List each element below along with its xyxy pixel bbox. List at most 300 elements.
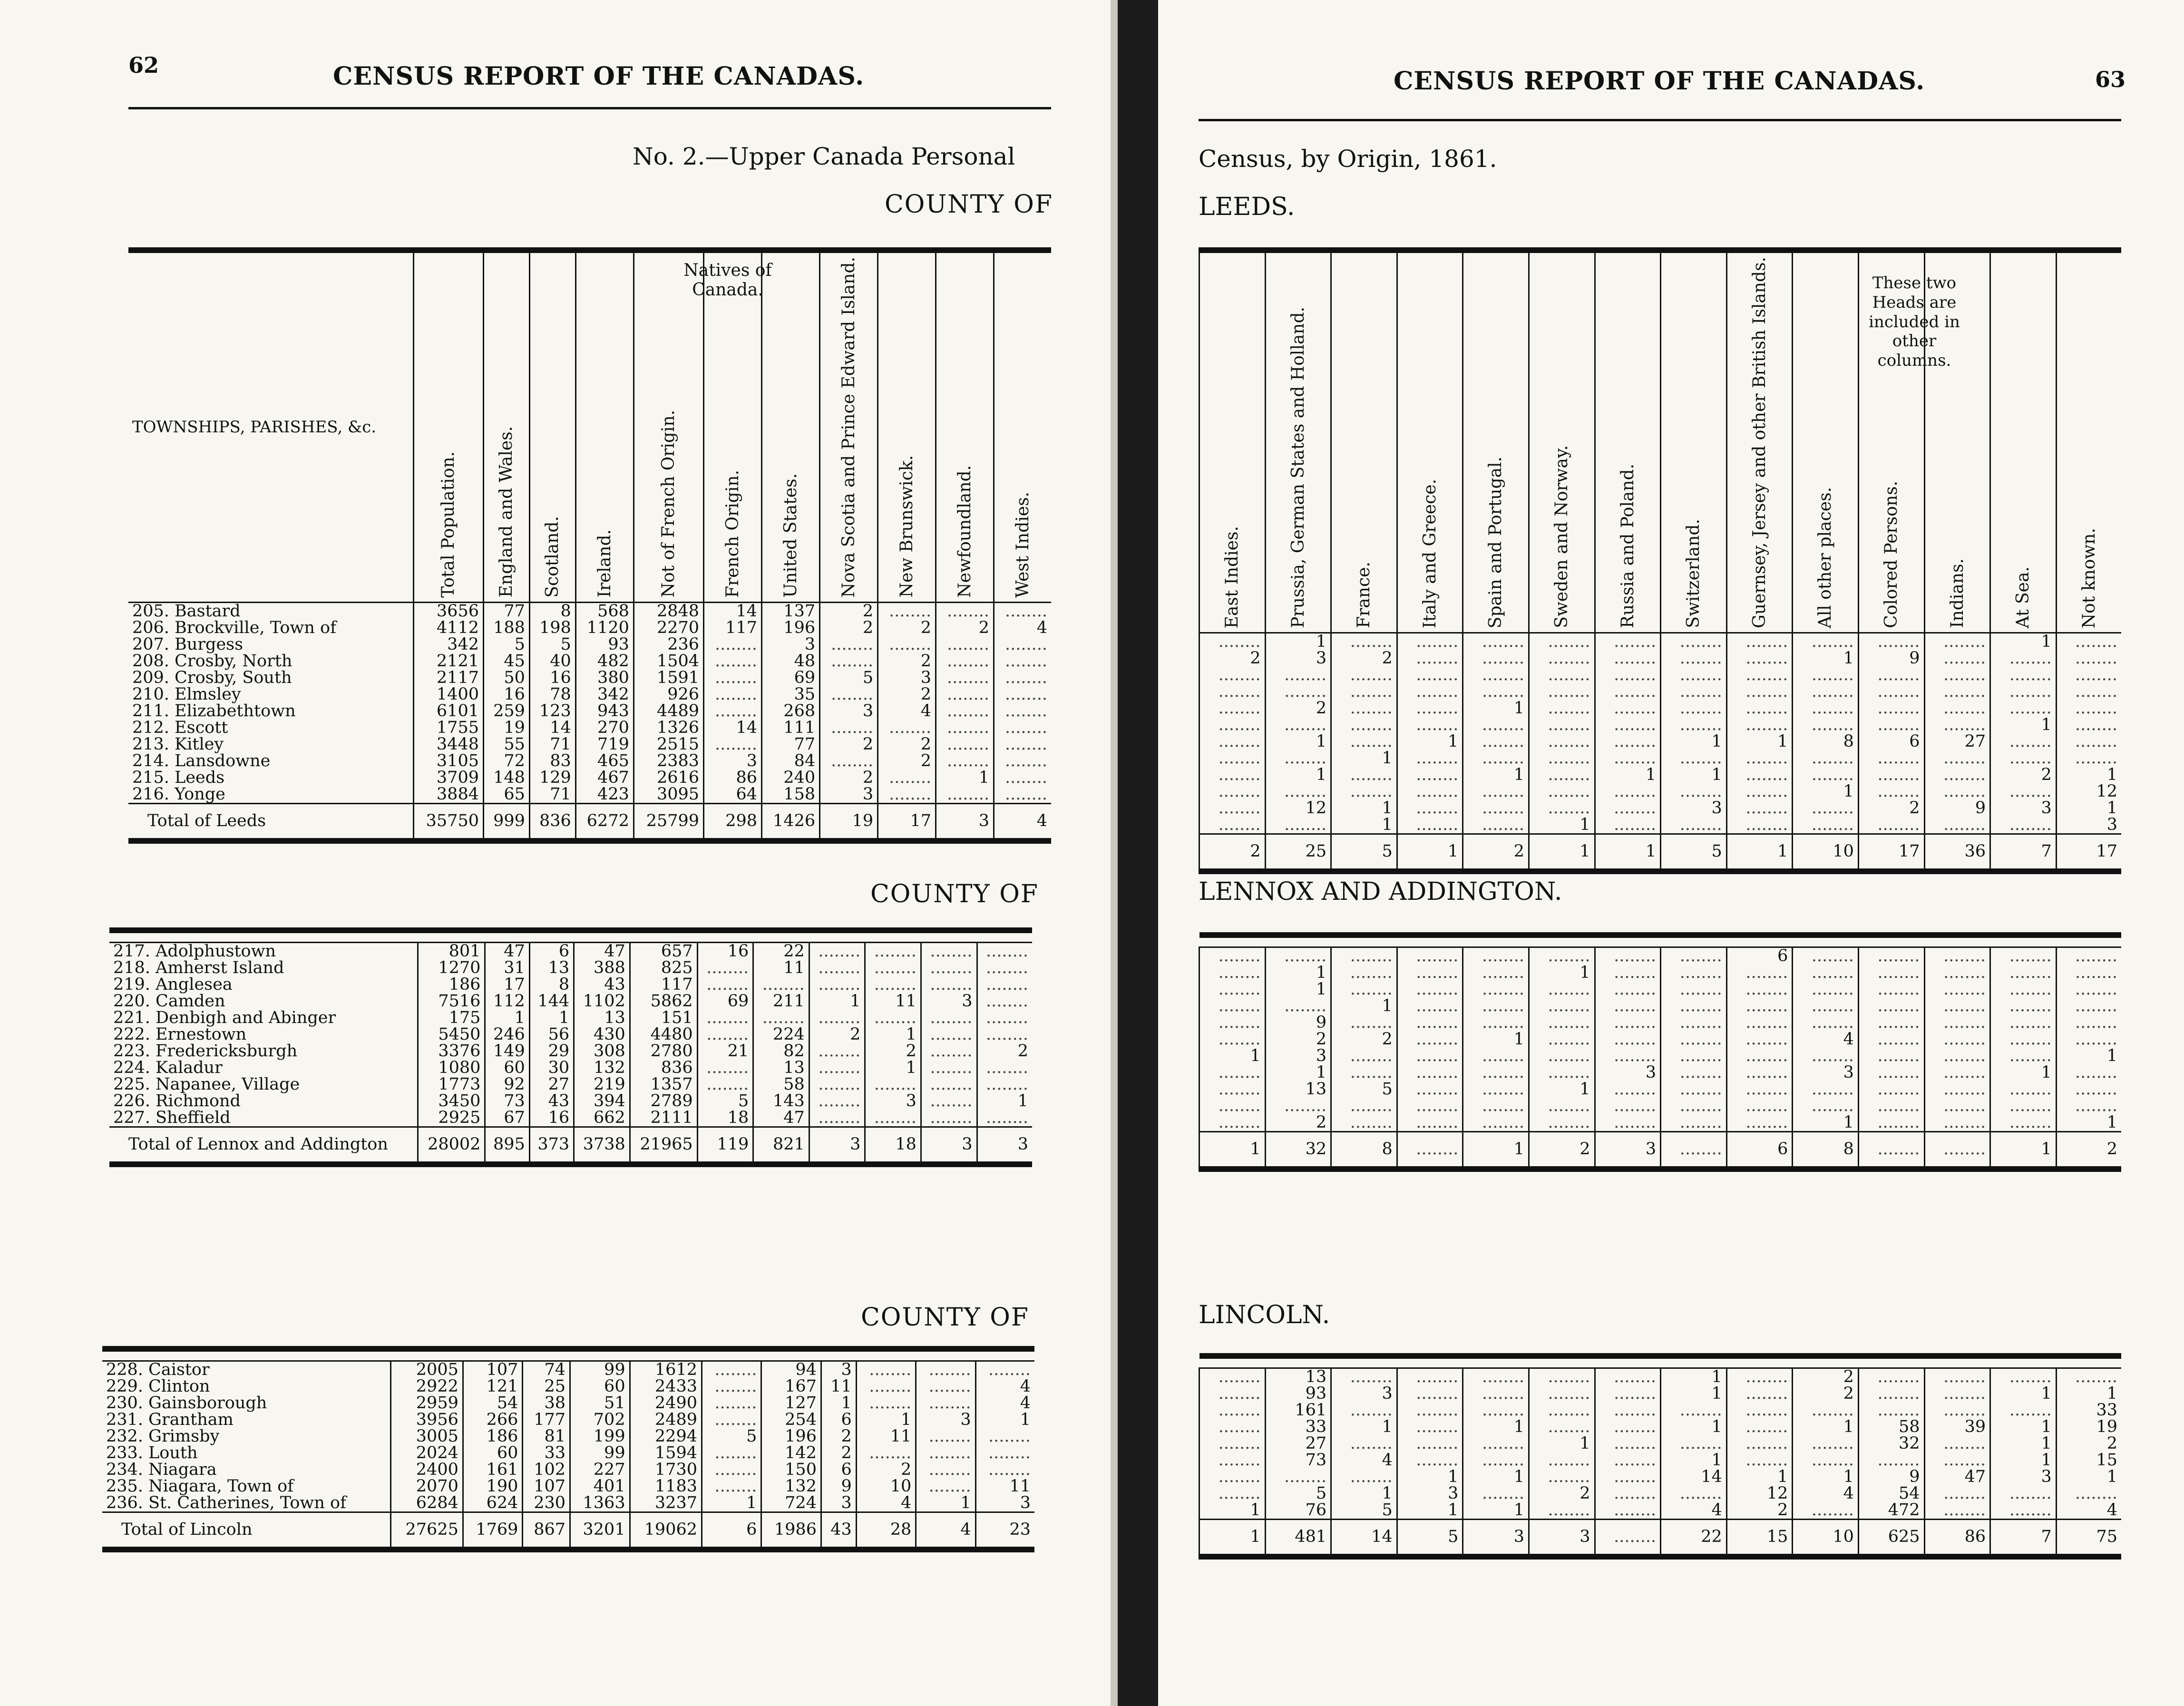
row-label: 233. Louth xyxy=(106,1443,198,1462)
total-value: 14 xyxy=(1331,1520,1397,1557)
cell-value: 662 xyxy=(574,1110,630,1127)
cell-value: 11 xyxy=(975,1478,1034,1495)
cell-value: 3237 xyxy=(630,1495,702,1512)
cell-value: 13 xyxy=(1265,1368,1331,1386)
cell-value: ........ xyxy=(1595,700,1661,717)
column-header xyxy=(529,250,575,602)
cell-value: ........ xyxy=(936,753,994,770)
table-row xyxy=(1199,1419,2122,1435)
cell-value: 190 xyxy=(463,1478,523,1495)
cell-value: ........ xyxy=(1858,633,1924,650)
cell-value: 3 xyxy=(1661,800,1727,817)
cell-value: ........ xyxy=(1199,947,1266,965)
cell-value: 1 xyxy=(1463,1502,1529,1520)
title-line-left: No. 2.—Upper Canada Personal xyxy=(633,143,1015,170)
table-row xyxy=(1199,965,2122,981)
cell-value: ........ xyxy=(1793,1014,1859,1031)
cell-value: 1 xyxy=(1331,800,1397,817)
cell-value: 472 xyxy=(1858,1502,1924,1520)
total-value: 3 xyxy=(1463,1520,1529,1557)
total-value: 28 xyxy=(856,1512,916,1550)
cell-value: ........ xyxy=(1793,767,1859,783)
cell-value: ........ xyxy=(820,720,878,736)
cell-value: ........ xyxy=(1858,1098,1924,1114)
total-value: 21965 xyxy=(630,1127,697,1165)
total-value: 18 xyxy=(865,1127,921,1165)
cell-value: ........ xyxy=(1463,1485,1529,1502)
cell-value: 198 xyxy=(529,620,575,636)
cell-value: ........ xyxy=(1726,817,1793,834)
cell-value: 2383 xyxy=(634,753,703,770)
cell-value: 1270 xyxy=(418,960,485,976)
cell-value: ........ xyxy=(820,653,878,670)
cell-value: 56 xyxy=(529,1026,574,1043)
cell-value: 3 xyxy=(821,1361,856,1379)
cell-value: ........ xyxy=(1265,1469,1331,1485)
table-row xyxy=(128,602,1051,620)
cell-value: 1 xyxy=(1199,1502,1266,1520)
column-header-text: Switzerland. xyxy=(1684,519,1704,628)
cell-value: ........ xyxy=(809,1043,865,1060)
table-row xyxy=(1199,1502,2122,1520)
cell-value: 161 xyxy=(1265,1402,1331,1419)
cell-value: 5862 xyxy=(630,993,697,1010)
cell-value: ........ xyxy=(1595,1368,1661,1386)
cell-value: ........ xyxy=(1397,817,1463,834)
cell-value: ........ xyxy=(1463,683,1529,700)
cell-value: ........ xyxy=(1726,1048,1793,1064)
table-row xyxy=(1199,1114,2122,1132)
cell-value: ........ xyxy=(702,1445,761,1462)
cell-value: 14 xyxy=(1661,1469,1727,1485)
cell-value: 1102 xyxy=(574,993,630,1010)
cell-value: ........ xyxy=(1990,817,2057,834)
cell-value: ........ xyxy=(1726,1402,1793,1419)
cell-value: ........ xyxy=(1463,783,1529,800)
cell-value: 13 xyxy=(1265,1081,1331,1098)
cell-value: 1 xyxy=(1199,1048,1266,1064)
cell-value: ........ xyxy=(2056,1031,2121,1048)
cell-value: ........ xyxy=(1199,700,1266,717)
total-value: 999 xyxy=(483,803,529,841)
column-header xyxy=(1595,250,1661,633)
total-value: 5 xyxy=(1397,1520,1463,1557)
cell-value: ........ xyxy=(1793,1452,1859,1469)
cell-value: 1 xyxy=(1793,1114,1859,1132)
row-label: 212. Escott xyxy=(132,718,228,737)
cell-value: 9 xyxy=(821,1478,856,1495)
cell-value: 18 xyxy=(697,1110,753,1127)
column-header-text: West Indies. xyxy=(1013,491,1033,598)
column-header xyxy=(762,250,820,602)
cell-value: ........ xyxy=(977,1060,1032,1076)
cell-value: 1 xyxy=(1661,1385,1727,1402)
cell-value: ........ xyxy=(936,653,994,670)
cell-value: ........ xyxy=(1990,1081,2057,1098)
column-header xyxy=(1463,250,1529,633)
row-label: 229. Clinton xyxy=(106,1377,210,1396)
cell-value: 1 xyxy=(529,1010,574,1026)
cell-value: 127 xyxy=(761,1395,821,1412)
cell-value: ........ xyxy=(1595,1385,1661,1402)
cell-value: 31 xyxy=(485,960,529,976)
cell-value: ........ xyxy=(1331,1114,1397,1132)
cell-value: 3 xyxy=(916,1412,975,1428)
cell-value: 142 xyxy=(761,1445,821,1462)
cell-value: ........ xyxy=(1858,1452,1924,1469)
county-caption-lincoln: COUNTY OF xyxy=(861,1303,1029,1332)
cell-value: 3 xyxy=(820,786,878,804)
cell-value: ........ xyxy=(1793,981,1859,998)
cell-value: ........ xyxy=(1990,998,2057,1014)
cell-value: ........ xyxy=(1397,1114,1463,1132)
table-row xyxy=(102,1395,1034,1412)
cell-value: ........ xyxy=(1595,1048,1661,1064)
cell-value: 129 xyxy=(529,770,575,786)
cell-value: 719 xyxy=(575,736,634,753)
cell-value: 2 xyxy=(821,1428,856,1445)
cell-value: ........ xyxy=(921,1076,977,1093)
cell-value: ........ xyxy=(1529,700,1595,717)
cell-value: 149 xyxy=(485,1043,529,1060)
cell-value: 33 xyxy=(523,1445,570,1462)
cell-value: 67 xyxy=(485,1110,529,1127)
cell-value: 3 xyxy=(1990,1469,2057,1485)
natives-group-label: Natives of Canada. xyxy=(683,261,772,300)
cell-value: 3709 xyxy=(413,770,483,786)
cell-value: 65 xyxy=(483,786,529,804)
running-head-right: CENSUS REPORT OF THE CANADAS. xyxy=(1394,67,1925,96)
cell-value: ........ xyxy=(1199,1402,1266,1419)
total-value: 3 xyxy=(1529,1520,1595,1557)
cell-value: ........ xyxy=(1397,1385,1463,1402)
cell-value: ........ xyxy=(1529,947,1595,965)
cell-value: 15 xyxy=(2056,1452,2121,1469)
cell-value: 39 xyxy=(1924,1419,1990,1435)
row-label: 208. Crosby, North xyxy=(132,651,292,671)
row-label: 225. Napanee, Village xyxy=(113,1075,300,1094)
cell-value: ........ xyxy=(1858,1031,1924,1048)
cell-value: ........ xyxy=(865,1010,921,1026)
table-row xyxy=(102,1378,1034,1395)
cell-value: ........ xyxy=(1463,750,1529,767)
cell-value: 76 xyxy=(1265,1502,1331,1520)
cell-value: ........ xyxy=(1331,717,1397,733)
column-header xyxy=(413,250,483,602)
column-header xyxy=(483,250,529,602)
cell-value: ........ xyxy=(1331,965,1397,981)
cell-value: ........ xyxy=(1924,1385,1990,1402)
table-row xyxy=(109,1093,1032,1110)
cell-value: 1 xyxy=(1990,1435,2057,1452)
cell-value: ........ xyxy=(1595,717,1661,733)
cell-value: ........ xyxy=(2056,947,2121,965)
cell-value: ........ xyxy=(1661,683,1727,700)
cell-value: 3376 xyxy=(418,1043,485,1060)
cell-value: ........ xyxy=(1858,783,1924,800)
table-row xyxy=(109,1026,1032,1043)
cell-value: ........ xyxy=(994,770,1051,786)
table-row xyxy=(102,1478,1034,1495)
cell-value: ........ xyxy=(1793,1081,1859,1098)
cell-value: 2780 xyxy=(630,1043,697,1060)
cell-value: ........ xyxy=(865,1110,921,1127)
cell-value: 1 xyxy=(1661,1452,1727,1469)
cell-value: ........ xyxy=(878,602,936,620)
cell-value: 2 xyxy=(865,1043,921,1060)
column-header-text: Spain and Portugal. xyxy=(1486,456,1506,628)
cell-value: ........ xyxy=(936,786,994,804)
cell-value: ........ xyxy=(1199,1098,1266,1114)
cell-value: ........ xyxy=(1793,683,1859,700)
table-row xyxy=(128,736,1051,753)
table-row xyxy=(1199,817,2122,834)
cell-value: ........ xyxy=(921,1093,977,1110)
cell-value: ........ xyxy=(1529,1098,1595,1114)
cell-value: ........ xyxy=(1990,700,2057,717)
row-label: 216. Yonge xyxy=(132,784,225,804)
cell-value: 1 xyxy=(1265,965,1331,981)
cell-value: 4489 xyxy=(634,703,703,720)
cell-value: 16 xyxy=(697,943,753,960)
cell-value: 13 xyxy=(574,1010,630,1026)
cell-value: ........ xyxy=(1924,1098,1990,1114)
cell-value: ........ xyxy=(1858,947,1924,965)
cell-value: ........ xyxy=(1793,800,1859,817)
column-header-text: United States. xyxy=(780,473,800,598)
cell-value: ........ xyxy=(809,1093,865,1110)
cell-value: ........ xyxy=(1199,1485,1266,1502)
cell-value: 111 xyxy=(762,720,820,736)
cell-value: 132 xyxy=(574,1060,630,1076)
county-caption-leeds: COUNTY OF xyxy=(885,190,1053,219)
cell-value: 270 xyxy=(575,720,634,736)
cell-value: 2111 xyxy=(630,1110,697,1127)
table-row xyxy=(109,960,1032,976)
cell-value: ........ xyxy=(1595,817,1661,834)
column-header-text: Colored Persons. xyxy=(1881,481,1901,628)
cell-value: 112 xyxy=(485,993,529,1010)
cell-value: ........ xyxy=(1199,998,1266,1014)
cell-value: 4 xyxy=(975,1378,1034,1395)
cell-value: 1357 xyxy=(630,1076,697,1093)
cell-value: 467 xyxy=(575,770,634,786)
cell-value: 801 xyxy=(418,943,485,960)
cell-value: ........ xyxy=(1463,1402,1529,1419)
cell-value: ........ xyxy=(1595,733,1661,750)
cell-value: 13 xyxy=(529,960,574,976)
cell-value: 2121 xyxy=(413,653,483,670)
table-lincoln-left xyxy=(102,1346,1034,1552)
row-label: 215. Leeds xyxy=(132,768,225,787)
cell-value: 624 xyxy=(463,1495,523,1512)
total-value: 10 xyxy=(1793,1520,1859,1557)
table-row xyxy=(1199,1031,2122,1048)
table-row xyxy=(1199,1048,2122,1064)
cell-value: ........ xyxy=(1661,1014,1727,1031)
cell-value: 3 xyxy=(975,1495,1034,1512)
total-row xyxy=(102,1512,1034,1550)
cell-value: ........ xyxy=(936,602,994,620)
cell-value: ........ xyxy=(1793,1435,1859,1452)
county-caption-lennox: COUNTY OF xyxy=(870,880,1039,908)
table-row xyxy=(1199,1098,2122,1114)
cell-value: ........ xyxy=(1331,667,1397,683)
total-value: 6272 xyxy=(575,803,634,841)
cell-value: 1 xyxy=(977,1093,1032,1110)
cell-value: ........ xyxy=(1463,1368,1529,1386)
cell-value: ........ xyxy=(1726,1368,1793,1386)
cell-value: 99 xyxy=(570,1361,630,1379)
cell-value: ........ xyxy=(1529,1402,1595,1419)
cell-value: 2 xyxy=(820,602,878,620)
table-row xyxy=(128,670,1051,686)
column-header-text: At Sea. xyxy=(2013,566,2033,628)
column-header-text: Indians. xyxy=(1947,558,1967,628)
cell-value: 4 xyxy=(2056,1502,2121,1520)
cell-value: 2 xyxy=(1265,1031,1331,1048)
cell-value: 4 xyxy=(1661,1502,1727,1520)
cell-value: 196 xyxy=(761,1428,821,1445)
cell-value: 2 xyxy=(1529,1485,1595,1502)
table-row xyxy=(1199,1014,2122,1031)
cell-value: 117 xyxy=(630,976,697,993)
cell-value: ........ xyxy=(977,1010,1032,1026)
table-lennox-right xyxy=(1199,932,2121,1172)
row-label: 207. Burgess xyxy=(132,634,244,654)
cell-value: 137 xyxy=(762,602,820,620)
total-value: 5 xyxy=(1331,834,1397,871)
cell-value: ........ xyxy=(1331,633,1397,650)
cell-value: ........ xyxy=(1595,667,1661,683)
cell-value: 25 xyxy=(523,1378,570,1395)
cell-value: ........ xyxy=(820,636,878,653)
cell-value: ........ xyxy=(1331,767,1397,783)
cell-value: ........ xyxy=(977,1076,1032,1093)
cell-value: 342 xyxy=(413,636,483,653)
cell-value: 1 xyxy=(1463,700,1529,717)
cell-value: ........ xyxy=(1397,1031,1463,1048)
cell-value: 94 xyxy=(761,1361,821,1379)
cell-value: 2489 xyxy=(630,1412,702,1428)
cell-value: ........ xyxy=(1397,667,1463,683)
cell-value: 82 xyxy=(753,1043,809,1060)
cell-value: ........ xyxy=(1463,717,1529,733)
cell-value: ........ xyxy=(1265,947,1331,965)
cell-value: 2 xyxy=(1726,1502,1793,1520)
cell-value: ........ xyxy=(1924,1435,1990,1452)
cell-value: 211 xyxy=(753,993,809,1010)
cell-value: ........ xyxy=(1529,733,1595,750)
cell-value: ........ xyxy=(1726,1081,1793,1098)
cell-value: ........ xyxy=(1529,717,1595,733)
cell-value: ........ xyxy=(921,1110,977,1127)
table-row xyxy=(128,636,1051,653)
cell-value: ........ xyxy=(1924,947,1990,965)
column-header xyxy=(994,250,1051,602)
cell-value: ........ xyxy=(1595,1031,1661,1048)
cell-value: 73 xyxy=(1265,1452,1331,1469)
column-header-text: Italy and Greece. xyxy=(1420,478,1440,628)
table-row xyxy=(128,753,1051,770)
cell-value: ........ xyxy=(975,1445,1034,1462)
cell-value: ........ xyxy=(1265,750,1331,767)
cell-value: 943 xyxy=(575,703,634,720)
these-heads-note: These two Heads are included in other columns. xyxy=(1869,273,1960,370)
column-header-text: French Origin. xyxy=(722,469,742,598)
cell-value: ........ xyxy=(1397,1014,1463,1031)
cell-value: 1 xyxy=(1529,1081,1595,1098)
total-value: ........ xyxy=(1858,1132,1924,1170)
cell-value: 33 xyxy=(2056,1402,2121,1419)
cell-value: 47 xyxy=(574,943,630,960)
total-value: 2 xyxy=(1463,834,1529,871)
column-header-text: New Brunswick. xyxy=(897,455,916,598)
table-row xyxy=(1199,733,2122,750)
cell-value: ........ xyxy=(1726,1435,1793,1452)
column-header xyxy=(820,250,878,602)
cell-value: 1 xyxy=(1990,717,2057,733)
cell-value: ........ xyxy=(1595,1081,1661,1098)
cell-value: ........ xyxy=(1595,1402,1661,1419)
total-value: 1 xyxy=(1726,834,1793,871)
row-label: 219. Anglesea xyxy=(113,975,233,994)
cell-value: 1 xyxy=(2056,800,2121,817)
cell-value: ........ xyxy=(1924,767,1990,783)
cell-value: ........ xyxy=(1529,1014,1595,1031)
total-row xyxy=(1199,834,2122,871)
cell-value: ........ xyxy=(1726,800,1793,817)
county-name-lincoln: LINCOLN. xyxy=(1199,1301,1330,1329)
cell-value: ........ xyxy=(921,1060,977,1076)
cell-value: 2070 xyxy=(391,1478,463,1495)
total-value: 75 xyxy=(2056,1520,2121,1557)
cell-value: ........ xyxy=(1726,683,1793,700)
cell-value: ........ xyxy=(1661,783,1727,800)
cell-value: ........ xyxy=(1726,717,1793,733)
cell-value: 3448 xyxy=(413,736,483,753)
cell-value: 1326 xyxy=(634,720,703,736)
cell-value: 54 xyxy=(463,1395,523,1412)
cell-value: ........ xyxy=(1726,1014,1793,1031)
cell-value: 11 xyxy=(753,960,809,976)
table-row xyxy=(1199,750,2122,767)
column-header-text: England and Wales. xyxy=(497,426,517,598)
row-label: 227. Sheffield xyxy=(113,1108,231,1127)
total-value: ........ xyxy=(1595,1520,1661,1557)
row-label: 228. Caistor xyxy=(106,1360,210,1379)
total-value: 35750 xyxy=(413,803,483,841)
cell-value: 77 xyxy=(483,602,529,620)
cell-value: ........ xyxy=(1265,817,1331,834)
cell-value: 4480 xyxy=(630,1026,697,1043)
cell-value: ........ xyxy=(1199,817,1266,834)
cell-value: 4 xyxy=(994,620,1051,636)
cell-value: 29 xyxy=(529,1043,574,1060)
cell-value: ........ xyxy=(1199,1452,1266,1469)
cell-value: ........ xyxy=(1793,1502,1859,1520)
cell-value: 825 xyxy=(630,960,697,976)
cell-value: 19 xyxy=(2056,1419,2121,1435)
row-label: 223. Fredericksburgh xyxy=(113,1042,298,1061)
table-row xyxy=(109,1110,1032,1127)
cell-value: 6 xyxy=(821,1462,856,1478)
cell-value: 77 xyxy=(762,736,820,753)
cell-value: 151 xyxy=(630,1010,697,1026)
cell-value: 342 xyxy=(575,686,634,703)
column-header-text: France. xyxy=(1354,562,1374,628)
cell-value: ........ xyxy=(1529,1385,1595,1402)
